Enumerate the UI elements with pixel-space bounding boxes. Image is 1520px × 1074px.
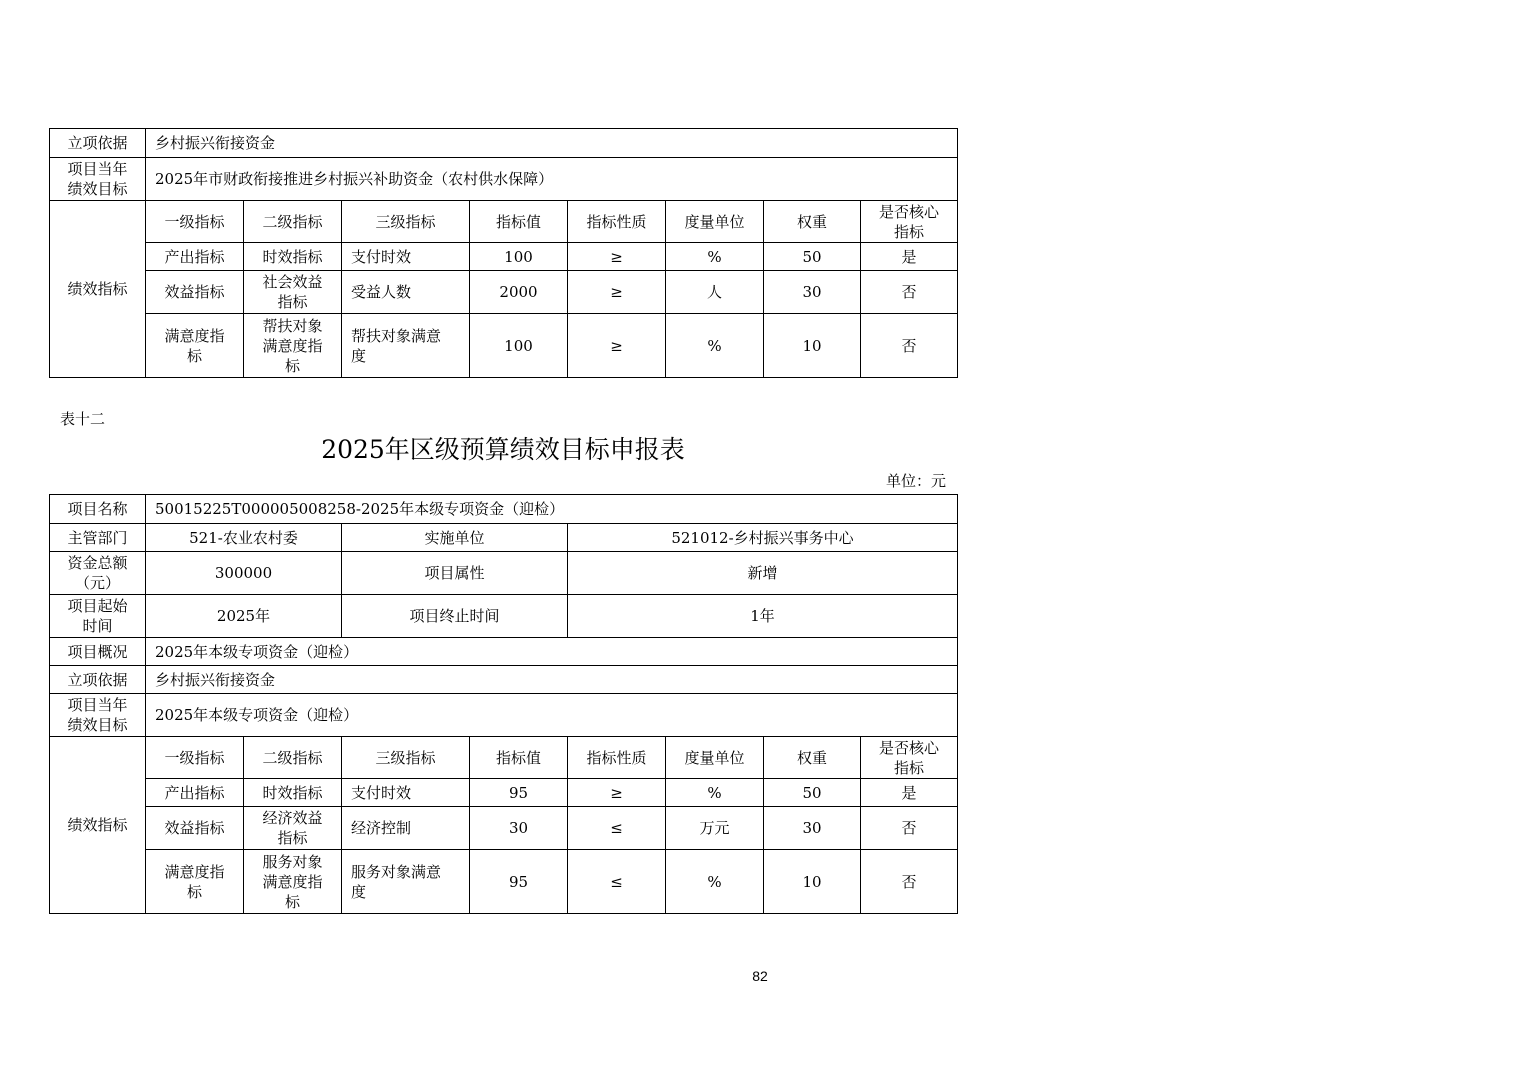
nature-cell: ≥ (568, 779, 666, 807)
goal-label (50, 158, 146, 201)
weight-cell: 30 (764, 271, 861, 314)
header-cell: 二级指标 (244, 737, 342, 779)
header-cell: 三级指标 (342, 201, 470, 243)
nature-cell: ≥ (568, 271, 666, 314)
overview-label: 项目概况 (50, 638, 146, 666)
main-performance-table (49, 494, 958, 914)
header-cell: 权重 (764, 201, 861, 243)
project-name-value: 50015225T000005008258-2025年本级专项资金（迎检） (146, 495, 958, 524)
weight-cell: 30 (764, 807, 861, 850)
attr-label: 项目属性 (342, 552, 568, 595)
level2-text: 服务对象 满意度指 标 (262, 852, 323, 911)
level1-cell: 产出指标 (146, 243, 244, 271)
unit-cell: 万元 (666, 807, 764, 850)
impl-value: 521012-乡村振兴事务中心 (568, 524, 958, 552)
core-cell: 是 (861, 779, 958, 807)
indicators-label: 绩效指标 (50, 737, 146, 914)
header-cell: 指标性质 (568, 737, 666, 779)
header-cell: 一级指标 (146, 201, 244, 243)
core-cell: 否 (861, 314, 958, 378)
level1-cell: 效益指标 (146, 807, 244, 850)
weight-cell: 50 (764, 779, 861, 807)
fund-label-text: 资金总额 （元） (67, 554, 128, 592)
fund-label (50, 552, 146, 595)
goal-value: 2025年本级专项资金（迎检） (146, 694, 958, 737)
level2-text: 经济效益 指标 (262, 809, 323, 847)
table-row (50, 271, 958, 314)
goal-label-text: 项目当年 绩效目标 (67, 160, 128, 198)
indicators-label: 绩效指标 (50, 201, 146, 378)
level2-cell (244, 807, 342, 850)
header-cell: 指标值 (470, 201, 568, 243)
basis-label: 立项依据 (50, 129, 146, 158)
start-label-text: 项目起始 时间 (67, 597, 128, 635)
start-value: 2025年 (146, 595, 342, 638)
level3-cell: 受益人数 (342, 271, 470, 314)
nature-cell: ≥ (568, 243, 666, 271)
attr-value: 新增 (568, 552, 958, 595)
header-cell: 三级指标 (342, 737, 470, 779)
level1-cell: 产出指标 (146, 779, 244, 807)
table-row (50, 850, 958, 914)
value-cell: 100 (470, 314, 568, 378)
header-cell: 权重 (764, 737, 861, 779)
header-cell: 指标值 (470, 737, 568, 779)
fund-value: 300000 (146, 552, 342, 595)
project-name-label: 项目名称 (50, 495, 146, 524)
basis-value: 乡村振兴衔接资金 (146, 129, 958, 158)
page-number: 82 (752, 968, 768, 984)
header-cell: 指标性质 (568, 201, 666, 243)
unit-cell: % (666, 314, 764, 378)
goal-label-text: 项目当年 绩效目标 (67, 696, 128, 734)
impl-label: 实施单位 (342, 524, 568, 552)
header-cell: 一级指标 (146, 737, 244, 779)
core-cell: 否 (861, 850, 958, 914)
level2-cell: 时效指标 (244, 243, 342, 271)
level2-cell (244, 850, 342, 914)
unit-cell: 人 (666, 271, 764, 314)
level3-cell (342, 850, 470, 914)
page-title: 2025年区级预算绩效目标申报表 (321, 435, 685, 464)
core-cell: 否 (861, 271, 958, 314)
nature-cell: ≥ (568, 314, 666, 378)
nature-cell: ≤ (568, 807, 666, 850)
unit-label: 单位：元 (885, 472, 946, 490)
section-label: 表十二 (60, 410, 106, 428)
level2-cell: 时效指标 (244, 779, 342, 807)
weight-cell: 10 (764, 850, 861, 914)
dept-label: 主管部门 (50, 524, 146, 552)
header-cell: 二级指标 (244, 201, 342, 243)
goal-label (50, 694, 146, 737)
end-label: 项目终止时间 (342, 595, 568, 638)
top-performance-table (49, 128, 958, 378)
unit-cell: % (666, 243, 764, 271)
value-cell: 95 (470, 779, 568, 807)
table-row (50, 779, 958, 807)
level2-text: 帮扶对象 满意度指 标 (262, 316, 323, 375)
core-cell: 否 (861, 807, 958, 850)
unit-cell: % (666, 779, 764, 807)
table-row (50, 807, 958, 850)
basis-label: 立项依据 (50, 666, 146, 694)
level1-cell: 效益指标 (146, 271, 244, 314)
value-cell: 2000 (470, 271, 568, 314)
end-value: 1年 (568, 595, 958, 638)
level2-cell (244, 314, 342, 378)
unit-cell: % (666, 850, 764, 914)
table-row (50, 243, 958, 271)
level1-text: 满意度指 标 (164, 862, 225, 901)
header-core-text: 是否核心 指标 (878, 738, 939, 777)
level3-cell: 支付时效 (342, 243, 470, 271)
level2-cell (244, 271, 342, 314)
weight-cell: 10 (764, 314, 861, 378)
nature-cell: ≤ (568, 850, 666, 914)
level3-cell (342, 314, 470, 378)
core-cell: 是 (861, 243, 958, 271)
dept-value: 521-农业农村委 (146, 524, 342, 552)
overview-value: 2025年本级专项资金（迎检） (146, 638, 958, 666)
header-cell: 度量单位 (666, 737, 764, 779)
level3-cell: 经济控制 (342, 807, 470, 850)
level1-cell (146, 314, 244, 378)
header-cell: 度量单位 (666, 201, 764, 243)
level1-cell (146, 850, 244, 914)
table-row (50, 314, 958, 378)
basis-value: 乡村振兴衔接资金 (146, 666, 958, 694)
level1-text: 满意度指 标 (164, 326, 225, 365)
weight-cell: 50 (764, 243, 861, 271)
value-cell: 30 (470, 807, 568, 850)
header-cell (861, 737, 958, 779)
start-label (50, 595, 146, 638)
value-cell: 95 (470, 850, 568, 914)
level2-text: 社会效益 指标 (262, 273, 323, 311)
value-cell: 100 (470, 243, 568, 271)
level3-text: 帮扶对象满意 度 (351, 326, 442, 365)
header-cell (861, 201, 958, 243)
level3-cell: 支付时效 (342, 779, 470, 807)
goal-value: 2025年市财政衔接推进乡村振兴补助资金（农村供水保障） (146, 158, 958, 201)
level3-text: 服务对象满意 度 (351, 862, 442, 901)
header-core-text: 是否核心 指标 (879, 202, 940, 241)
